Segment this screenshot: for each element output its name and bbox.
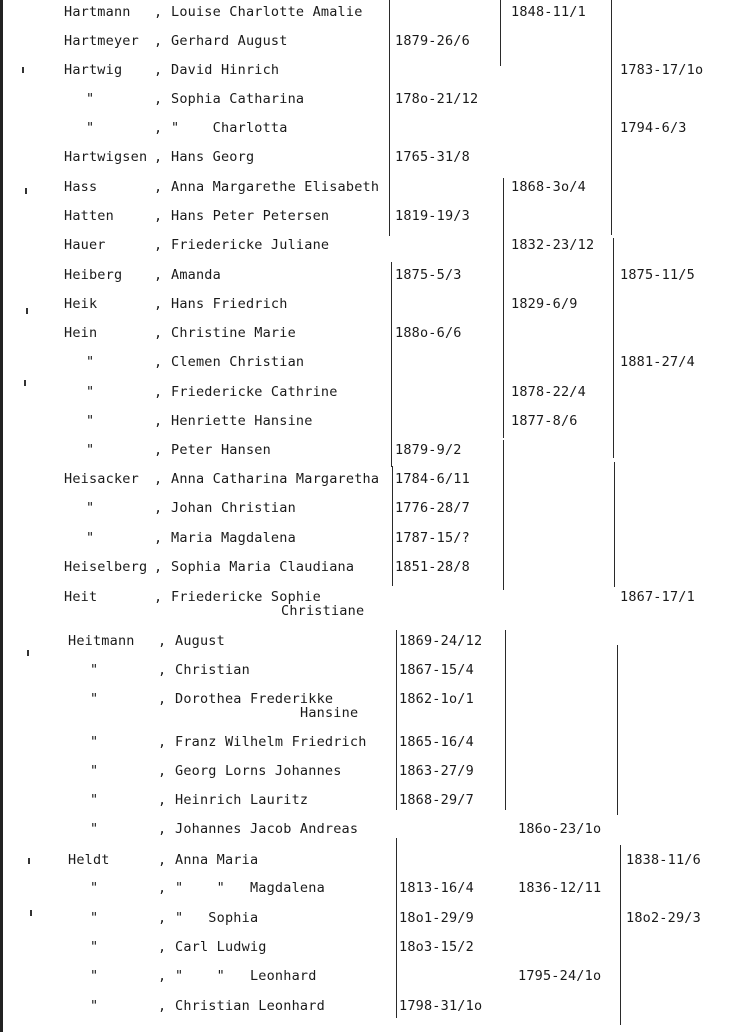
- date-column-1: 1862-1o/1: [399, 691, 474, 707]
- surname: Hauer: [64, 237, 106, 253]
- given-names: Georg Lorns Johannes: [175, 763, 342, 779]
- given-names: " Charlotta: [171, 120, 288, 136]
- given-names: Louise Charlotte Amalie: [171, 4, 363, 20]
- column-rule: [614, 462, 615, 587]
- date-column-1: 18o1-29/9: [399, 910, 474, 926]
- given-names: David Hinrich: [171, 62, 280, 78]
- given-names: Amanda: [171, 267, 221, 283]
- separator-comma: ,: [154, 471, 163, 487]
- given-names: Christian: [175, 662, 250, 678]
- surname: Hein: [64, 325, 98, 341]
- ditto-mark: ": [90, 939, 99, 955]
- given-names: Christine Marie: [171, 325, 296, 341]
- date-column-2: 1836-12/11: [518, 880, 602, 896]
- scan-speck: [26, 308, 28, 314]
- given-names: " " Leonhard: [175, 968, 317, 984]
- given-names-continued: Christiane: [281, 603, 365, 619]
- given-names: Anna Catharina Margaretha: [171, 471, 380, 487]
- given-names: Sophia Maria Claudiana: [171, 559, 355, 575]
- given-names: Friedericke Sophie: [171, 589, 321, 605]
- separator-comma: ,: [154, 179, 163, 195]
- ditto-mark: ": [90, 910, 99, 926]
- separator-comma: ,: [158, 763, 167, 779]
- given-names: Sophia Catharina: [171, 91, 305, 107]
- surname: Hartwigsen: [64, 149, 148, 165]
- scan-speck: [24, 380, 26, 386]
- date-column-1: 1776-28/7: [395, 500, 470, 516]
- given-names: Clemen Christian: [171, 354, 305, 370]
- separator-comma: ,: [158, 968, 167, 984]
- date-column-3: 1838-11/6: [626, 852, 701, 868]
- column-rule: [613, 238, 614, 458]
- date-column-1: 1865-16/4: [399, 734, 474, 750]
- given-names-continued: Hansine: [300, 705, 359, 721]
- separator-comma: ,: [154, 149, 163, 165]
- separator-comma: ,: [154, 354, 163, 370]
- scan-speck: [25, 188, 27, 194]
- ditto-mark: ": [86, 530, 95, 546]
- date-column-1: 1868-29/7: [399, 792, 474, 808]
- ditto-mark: ": [90, 998, 99, 1014]
- column-rule: [611, 0, 612, 235]
- separator-comma: ,: [158, 734, 167, 750]
- date-column-3: 1881-27/4: [620, 354, 695, 370]
- date-column-2: 1832-23/12: [511, 237, 595, 253]
- date-column-3: 1867-17/1: [620, 589, 695, 605]
- date-column-1: 1879-26/6: [395, 33, 470, 49]
- surname: Hartwig: [64, 62, 123, 78]
- column-rule: [503, 440, 504, 590]
- scan-speck: [28, 858, 30, 864]
- date-column-1: 188o-6/6: [395, 325, 462, 341]
- date-column-1: 1765-31/8: [395, 149, 470, 165]
- date-column-3: 1875-11/5: [620, 267, 695, 283]
- ditto-mark: ": [86, 91, 95, 107]
- date-column-3: 1794-6/3: [620, 120, 687, 136]
- date-column-2: 1848-11/1: [511, 4, 586, 20]
- date-column-2: 1829-6/9: [511, 296, 578, 312]
- date-column-2: 1877-8/6: [511, 413, 578, 429]
- column-rule: [620, 845, 621, 1025]
- date-column-3: 18o2-29/3: [626, 910, 701, 926]
- given-names: Christian Leonhard: [175, 998, 325, 1014]
- column-rule: [500, 0, 501, 66]
- ditto-mark: ": [90, 968, 99, 984]
- given-names: Johannes Jacob Andreas: [175, 821, 359, 837]
- separator-comma: ,: [154, 589, 163, 605]
- given-names: Friedericke Juliane: [171, 237, 330, 253]
- given-names: " Sophia: [175, 910, 259, 926]
- separator-comma: ,: [154, 500, 163, 516]
- separator-comma: ,: [154, 91, 163, 107]
- ditto-mark: ": [90, 734, 99, 750]
- column-rule: [391, 262, 392, 467]
- column-rule: [503, 178, 504, 438]
- surname: Hatten: [64, 208, 114, 224]
- column-rule: [617, 645, 618, 815]
- separator-comma: ,: [154, 296, 163, 312]
- separator-comma: ,: [154, 384, 163, 400]
- date-column-3: 1783-17/1o: [620, 62, 704, 78]
- given-names: Franz Wilhelm Friedrich: [175, 734, 367, 750]
- column-rule: [392, 466, 393, 586]
- surname: Heldt: [68, 852, 110, 868]
- date-column-1: 1875-5/3: [395, 267, 462, 283]
- date-column-2: 186o-23/1o: [518, 821, 602, 837]
- date-column-2: 1795-24/1o: [518, 968, 602, 984]
- date-column-2: 1878-22/4: [511, 384, 586, 400]
- date-column-1: 1879-9/2: [395, 442, 462, 458]
- separator-comma: ,: [158, 880, 167, 896]
- surname: Hartmann: [64, 4, 131, 20]
- scan-speck: [22, 67, 24, 73]
- separator-comma: ,: [158, 662, 167, 678]
- surname: Heiselberg: [64, 559, 148, 575]
- date-column-1: 1813-16/4: [399, 880, 474, 896]
- separator-comma: ,: [158, 852, 167, 868]
- given-names: Hans Friedrich: [171, 296, 288, 312]
- separator-comma: ,: [158, 792, 167, 808]
- surname: Heitmann: [68, 633, 135, 649]
- given-names: Dorothea Frederikke: [175, 691, 334, 707]
- date-column-1: 18o3-15/2: [399, 939, 474, 955]
- separator-comma: ,: [158, 998, 167, 1014]
- surname: Heisacker: [64, 471, 139, 487]
- surname: Heit: [64, 589, 98, 605]
- separator-comma: ,: [154, 237, 163, 253]
- given-names: Gerhard August: [171, 33, 288, 49]
- given-names: Friedericke Cathrine: [171, 384, 338, 400]
- column-rule: [396, 838, 397, 1018]
- scan-speck: [27, 650, 29, 656]
- date-column-1: 1787-15/?: [395, 530, 470, 546]
- separator-comma: ,: [158, 633, 167, 649]
- ditto-mark: ": [90, 763, 99, 779]
- given-names: Henriette Hansine: [171, 413, 313, 429]
- separator-comma: ,: [154, 33, 163, 49]
- separator-comma: ,: [154, 559, 163, 575]
- given-names: Peter Hansen: [171, 442, 271, 458]
- ditto-mark: ": [86, 413, 95, 429]
- page-left-edge: [0, 0, 3, 1032]
- date-column-1: 1798-31/1o: [399, 998, 483, 1014]
- column-rule: [396, 630, 397, 810]
- ditto-mark: ": [90, 691, 99, 707]
- column-rule: [505, 630, 506, 810]
- ditto-mark: ": [90, 880, 99, 896]
- separator-comma: ,: [158, 939, 167, 955]
- date-column-1: 178o-21/12: [395, 91, 479, 107]
- separator-comma: ,: [154, 120, 163, 136]
- given-names: Hans Georg: [171, 149, 255, 165]
- separator-comma: ,: [154, 4, 163, 20]
- column-rule: [389, 0, 390, 236]
- date-column-1: 1867-15/4: [399, 662, 474, 678]
- given-names: Heinrich Lauritz: [175, 792, 309, 808]
- given-names: Carl Ludwig: [175, 939, 267, 955]
- separator-comma: ,: [154, 530, 163, 546]
- separator-comma: ,: [158, 691, 167, 707]
- given-names: Anna Margarethe Elisabeth: [171, 179, 380, 195]
- separator-comma: ,: [154, 442, 163, 458]
- date-column-1: 1851-28/8: [395, 559, 470, 575]
- date-column-1: 1784-6/11: [395, 471, 470, 487]
- ditto-mark: ": [86, 354, 95, 370]
- ditto-mark: ": [90, 662, 99, 678]
- ditto-mark: ": [86, 384, 95, 400]
- given-names: Hans Peter Petersen: [171, 208, 330, 224]
- ditto-mark: ": [86, 442, 95, 458]
- date-column-1: 1819-19/3: [395, 208, 470, 224]
- surname: Heik: [64, 296, 98, 312]
- surname: Hass: [64, 179, 98, 195]
- separator-comma: ,: [158, 910, 167, 926]
- given-names: Maria Magdalena: [171, 530, 296, 546]
- ditto-mark: ": [86, 120, 95, 136]
- surname: Hartmeyer: [64, 33, 139, 49]
- surname: Heiberg: [64, 267, 123, 283]
- given-names: Anna Maria: [175, 852, 259, 868]
- ditto-mark: ": [90, 792, 99, 808]
- separator-comma: ,: [154, 267, 163, 283]
- ditto-mark: ": [86, 500, 95, 516]
- date-column-1: 1869-24/12: [399, 633, 483, 649]
- date-column-2: 1868-3o/4: [511, 179, 586, 195]
- separator-comma: ,: [158, 821, 167, 837]
- date-column-1: 1863-27/9: [399, 763, 474, 779]
- separator-comma: ,: [154, 413, 163, 429]
- separator-comma: ,: [154, 62, 163, 78]
- scan-speck: [30, 910, 32, 916]
- given-names: " " Magdalena: [175, 880, 325, 896]
- given-names: August: [175, 633, 225, 649]
- separator-comma: ,: [154, 325, 163, 341]
- ditto-mark: ": [90, 821, 99, 837]
- separator-comma: ,: [154, 208, 163, 224]
- given-names: Johan Christian: [171, 500, 296, 516]
